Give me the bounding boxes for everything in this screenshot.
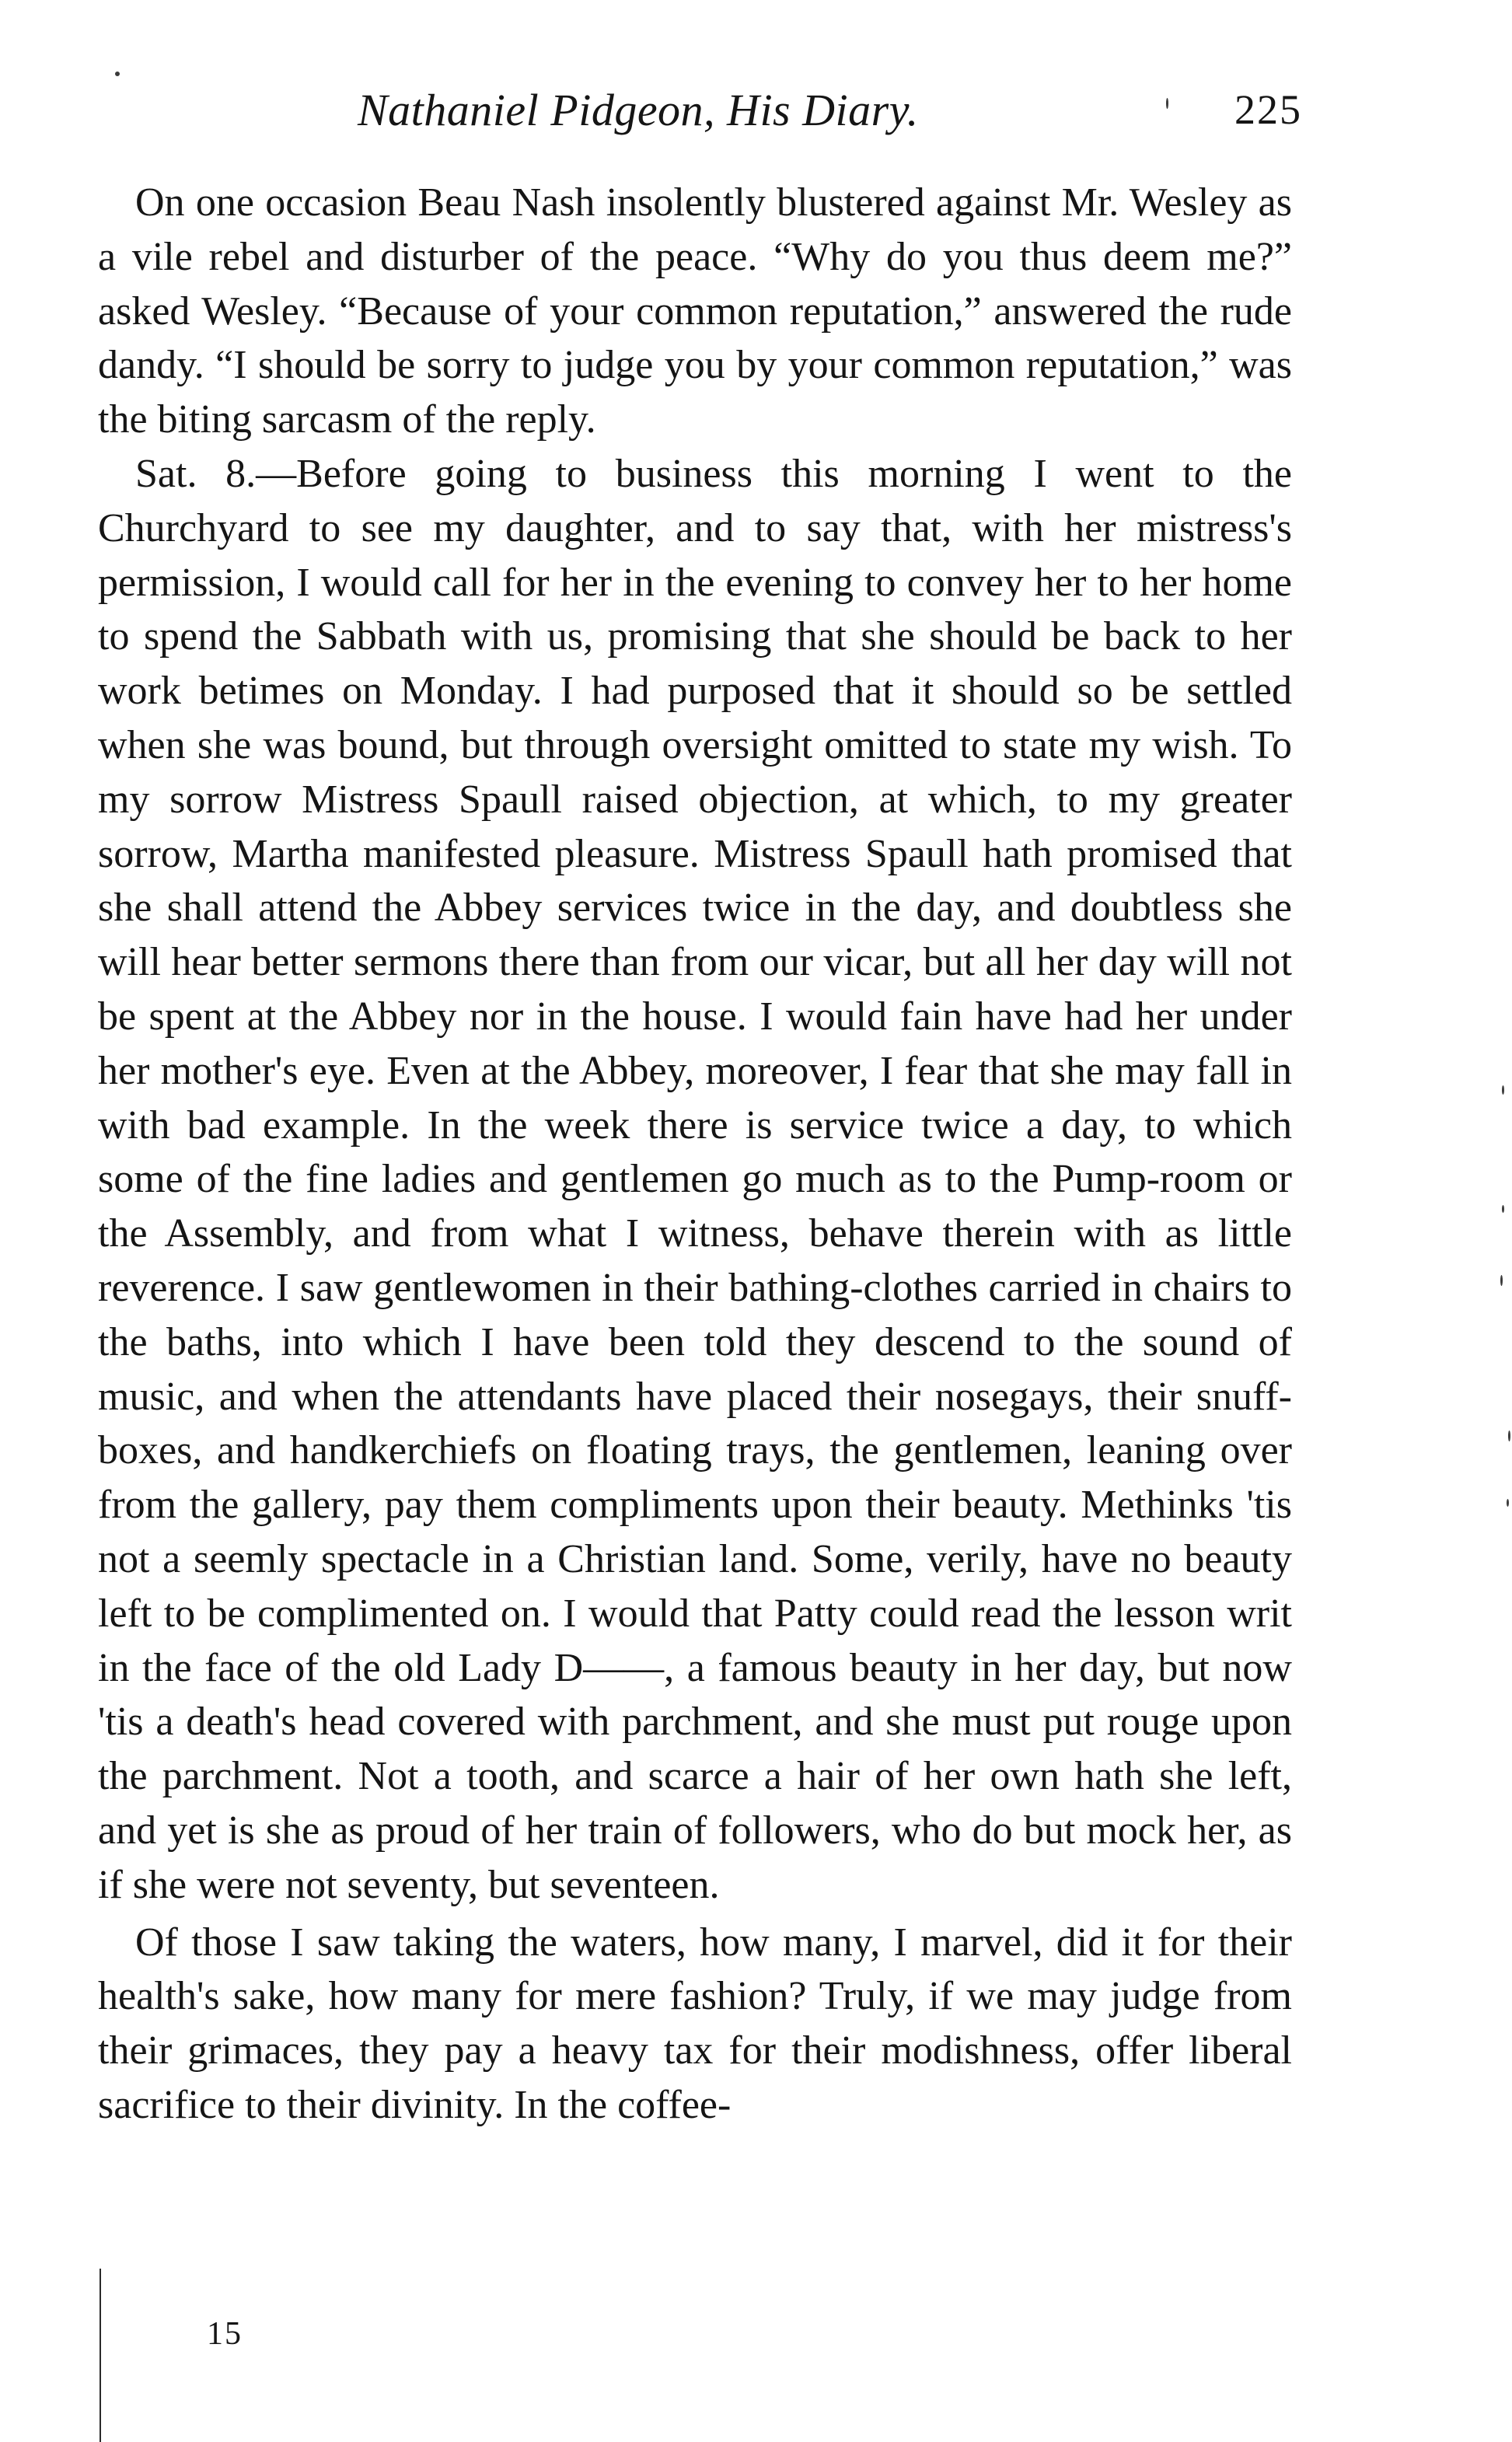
running-title: Nathaniel Pidgeon, His Diary. <box>358 85 919 135</box>
scan-speck <box>115 72 120 76</box>
margin-rule <box>100 2269 101 2442</box>
scan-speck <box>1507 1499 1509 1507</box>
paragraph-taking-waters: Of those I saw taking the waters, how many, I marvel, did it for their health's sake, how many for mere fashion? Truly, if we may judge from their grimaces, they pay a heavy tax for their modishness, offer liberal sacrifice to their divinity. In the coffee- <box>98 1920 1292 2127</box>
paragraph-beau-nash: On one occasion Beau Nash insolently blustered against Mr. Wesley as a vile rebel and disturber of the peace. “Why do you thus deem me?” asked Wesley. “Because of your common reputation,” answered the rude dandy. “I should be sorry to judge you by your common reputation,” was the biting sarcasm of the reply. <box>98 180 1292 442</box>
body-text <box>98 176 1292 2133</box>
scan-speck <box>1502 1205 1504 1213</box>
paragraph-saturday-entry: Sat. 8.—Before going to business this morning I went to the Churchyard to see my daughter, and to say that, with her mistress's permission, I would call for her in the evening to convey her to her home to spend the Sabbath with us, promising that she should be back to her work betimes on Monday. I had purposed that it should so be settled when she was bound, but through oversight omitted to state my wish. To my sorrow Mistress Spaull raised objection, at which, to my greater sorrow, Martha manifested pleasure. Mistress Spaull hath promised that she shall attend the Abbey services twice in the day, and doubtless she will hear better sermons there than from our vicar, but all her day will not be spent at the Abbey nor in the house. I would fain have had her under her mother's eye. Even at the Abbey, moreover, I fear that she may fall in with bad example. In the week there is service twice a day, to which some of the fine ladies and gentlemen go much as to the Pump-room or the Assembly, and from what I witness, behave therein with as little reverence. I saw gentlewomen in their bathing-clothes carried in chairs to the baths, into which I have been told they descend to the sound of music, and when the attendants have placed their nosegays, their snuff-boxes, and handkerchiefs on floating trays, the gentlemen, leaning over from the gallery, pay them compliments upon their beauty. Methinks 'tis not a seemly spectacle in a Christian land. Some, verily, have no beauty left to be complimented on. I would that Patty could read the lesson writ in the face of the old Lady D——, a famous beauty in her day, but now 'tis a death's head covered with parchment, and she must put rouge upon the parchment. Not a tooth, and scarce a hair of her own hath she left, and yet is she as proud of her train of followers, who do but mock her, as if she were not seventy, but seventeen. <box>98 451 1292 1907</box>
signature-mark: 15 <box>207 2316 243 2352</box>
running-head <box>98 84 1302 146</box>
scan-speck <box>1166 98 1168 109</box>
page-number: 225 <box>1234 86 1302 133</box>
scan-speck <box>1502 1085 1504 1095</box>
scan-speck <box>1508 1431 1510 1441</box>
scan-speck <box>1500 1275 1503 1286</box>
